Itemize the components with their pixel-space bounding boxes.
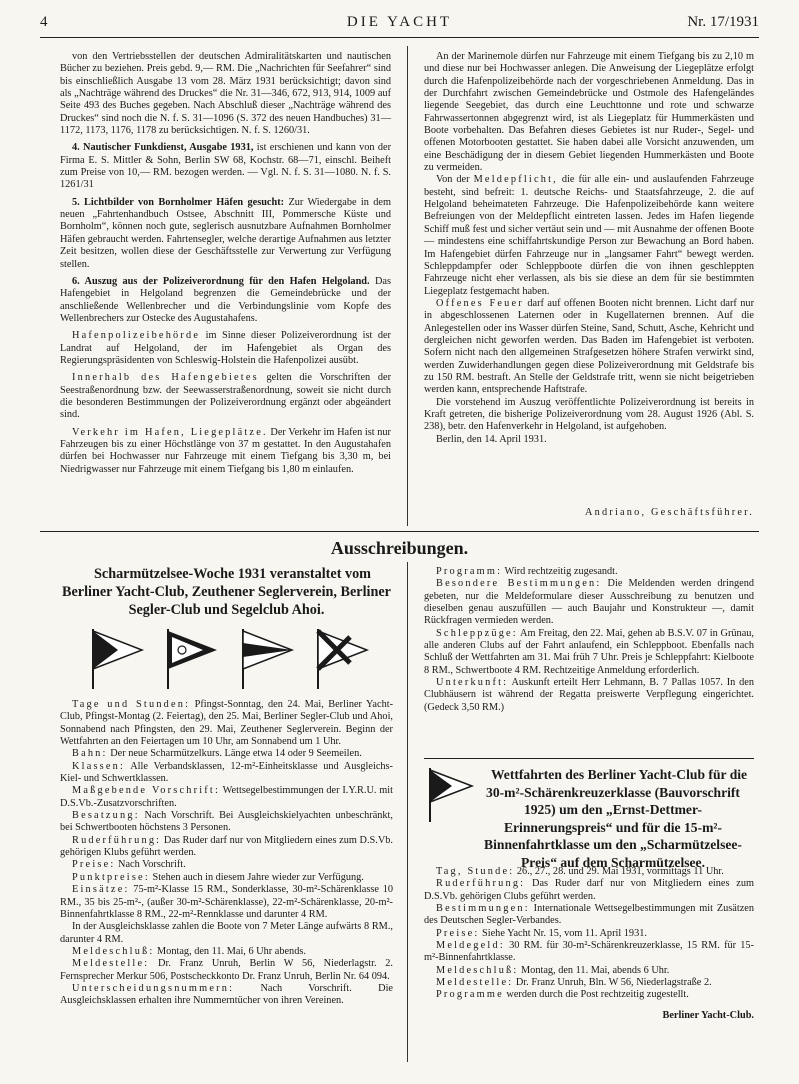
paragraph-heading: 6. Auszug aus der Polizeiverordnung für den Hafen Helgoland. <box>72 275 370 287</box>
signature-andriano: Andriano, Geschäftsführer. <box>585 507 754 518</box>
paragraph <box>424 298 754 397</box>
paragraph-keyword: Programm: <box>436 566 503 577</box>
paragraph-text: Wettsegelbestimmungen der I.Y.R.U. mit D.S.Vb.-Zusatzvorschriften. <box>60 785 393 809</box>
paragraph-text: Wird rechtzeitig zugesandt. <box>504 566 618 577</box>
paragraph <box>60 946 393 958</box>
paragraph-keyword: Einsätze: <box>72 884 130 896</box>
paragraph-keyword: Unterkunft: <box>436 677 509 689</box>
paragraph <box>60 835 393 860</box>
paragraph-text: Der Verkehr im Hafen ist nur Fahrzeugen bis zu einer Höchstlänge von 37 m gestattet. In den Augustahafen dürfen bei Hochwasser nur Fahrzeuge mit einem Tiefgang bis 3,30 m, bei Niedrigwasser nur Fahrzeuge mit einem Tiefgang bis 1,80 m einlaufen. <box>60 426 391 475</box>
paragraph-text: Nach Vorschrift. <box>118 859 186 871</box>
signature-byc: Berliner Yacht-Club. <box>662 1009 754 1021</box>
paragraph <box>424 965 754 977</box>
paragraph-keyword: Meldepflicht, <box>473 174 558 186</box>
paragraph-text: Dr. Franz Unruh, Bln. W 56, Niederlagstraße 2. <box>515 977 712 989</box>
paragraph <box>424 940 754 965</box>
paragraph <box>424 928 754 940</box>
paragraph-text: werden durch die Post rechtzeitig zugestellt. <box>506 989 689 1001</box>
paragraph <box>60 699 393 748</box>
paragraph-text: Die Meldenden werden dringend gebeten, nur die Meldeformulare dieser Ausschreibung zu benutzen und dieselben genau auszufüllen — auch Baujahr und Konstrukteur —, damit Rückfragen vermieden werden. <box>424 578 754 627</box>
paragraph-text: Pfingst-Sonntag, den 24. Mai, Berliner Yacht-Club, Pfingst-Montag (2. Feiertag), den 25. Mai, Berliner Segler-Club und Ahoi, Sonnabend nach Pfingsten, den 29. Mai, Zeuthener Seglerverein. Beginn der Wettfahrten an den Feiertagen um 10 Uhr, am Sonnabend um 1 Uhr. <box>60 699 394 748</box>
ad1-continuation <box>424 566 754 714</box>
paragraph-text: Siehe Yacht Nr. 15, vom 11. April 1931. <box>482 927 647 939</box>
paragraph <box>60 372 391 421</box>
column-divider-top <box>407 46 408 526</box>
paragraph-keyword: Punktpreise: <box>72 871 150 883</box>
paragraph-text: Montag, den 11. Mai, 6 Uhr abends. <box>157 945 306 957</box>
header-rule <box>40 37 759 38</box>
paragraph-text: Auskunft erteilt Herr Lehmann, B. 7 Pallas 1057. In den Clubhäusern ist während der Regatta preiswerte Verpflegung eingerichtet. (Gedeck 3,50 RM.) <box>424 677 754 713</box>
magazine-title: DIE YACHT <box>346 14 453 30</box>
paragraph <box>424 977 754 989</box>
paragraph <box>60 983 393 1008</box>
club-flags-graphic <box>60 625 393 691</box>
paragraph <box>60 197 391 271</box>
paragraph-text: Am Freitag, den 22. Mai, gehen ab B.S.V. 07 in Grünau, alle anderen Clubs auf der Fahrt anlaufend, ein Schleppboot. Ebenfalls nach Schluß der Wettfahrten am 31. Mai früh 7 Uhr. Preis je Schleppfahrt: Kielboote 8 RM., Schwertboote 4 RM. Rechtzeitige Anmeldung erforderlich. <box>424 627 754 676</box>
top-signature-block <box>424 507 754 519</box>
paragraph <box>424 677 754 714</box>
ad2-column <box>424 766 754 1022</box>
paragraph <box>60 427 391 476</box>
paragraph <box>424 903 754 928</box>
paragraph <box>424 434 754 446</box>
paragraph <box>60 810 393 835</box>
paragraph-text: Nach Vorschrift. Die Ausgleichsklassen erhalten ihre Nummerntücher von ihren Vereinen. <box>60 982 393 1007</box>
paragraph-text: Zur Wiedergabe in dem neuen „Fahrtenhandbuch Ostsee, Abschnitt III, Pommersche Küste und Bornholm“, können noch gute, seglerisch ausnutzbare Aufnahmen Bornholmer Häfen gebraucht werden. Fahrtensegler, welche derartige Aufnahmen aus letzter Zeit besitzen, wollen diese der Geschäftsstelle zur Verwertung zur Verfügung stellen. <box>60 196 392 270</box>
paragraph-text: Stehen auch in diesem Jahre wieder zur Verfügung. <box>152 871 364 883</box>
paragraph-keyword: Meldestelle: <box>436 977 514 989</box>
paragraph <box>60 785 393 810</box>
page-header <box>40 14 759 36</box>
paragraph <box>60 884 393 921</box>
section-title: Ausschreibungen. <box>330 538 469 558</box>
paragraph-keyword: Innerhalb des Hafengebietes <box>72 372 259 384</box>
paragraph-text: Die vorstehend im Auszug veröffentlichte Polizeiverordnung ist bereits in Kraft getreten, die bisherige Polizeiverordnung vom 28. August 1926 (Abl. S. 238), betr. den Hafenverkehr in Helgoland, ist aufgehoben. <box>424 396 754 433</box>
paragraph <box>60 142 391 191</box>
flag-berliner-segler-club <box>243 629 292 689</box>
paragraph-keyword: Tage und Stunden: <box>72 699 191 710</box>
section-rule <box>40 531 759 532</box>
paragraph-keyword: Preise: <box>436 927 480 939</box>
paragraph <box>424 628 754 677</box>
paragraph <box>60 921 393 946</box>
paragraph-keyword: Besondere Bestimmungen: <box>436 578 602 590</box>
top-right-column <box>424 51 754 446</box>
paragraph <box>424 174 754 297</box>
page-number: 4 <box>40 14 48 30</box>
column-divider-bottom <box>407 562 408 1062</box>
paragraph-text: gelten die Vorschriften der Seestraßenordnung bzw. der Seewasserstraßenordnung, soweit sie nicht durch die besonderen Bestimmungen der Polizeiverordnung ergänzt oder abgeändert sind. <box>60 372 391 421</box>
paragraph-text: Das Ruder darf nur von Mitgliedern eines zum D.S.Vb. gehörigen Clubs geführt werden. <box>424 878 754 902</box>
top-left-column <box>60 51 391 476</box>
paragraph <box>424 989 754 1001</box>
paragraph-keyword: Klassen: <box>72 760 126 772</box>
paragraph-keyword: Ruderführung: <box>436 878 526 890</box>
paragraph <box>60 872 393 884</box>
paragraph-keyword: Bestimmungen: <box>436 903 530 915</box>
paragraph <box>60 748 393 760</box>
issue-number: Nr. 17/1931 <box>687 14 759 30</box>
paragraph-text: 75-m²-Klasse 15 RM., Sonderklasse, 30-m²-Schärenklasse 10 RM., 35 bis 25-m²-, (außer 30-m²-Schärenklasse), 22-m²-Schärenklasse, 20-m²-Binnenfahrtklasse 8 RM., 22-m²-Rennklasse und darunter 4 RM. <box>60 884 393 920</box>
paragraph-text: Internationale Wettsegelbestimmungen mit Zusätzen des Deutschen Segler-Verbandes. <box>424 903 754 927</box>
flag-berliner-yacht-club-small <box>424 766 476 822</box>
paragraph-text: Das Ruder darf nur von Mitgliedern eines zum D.S.Vb. gehörigen Klubs geführt werden. <box>60 834 393 859</box>
paragraph-text: Nach Vorschrift. Bei Ausgleichskielyachten unbeschränkt, bei Schwertbooten höchstens 3 Personen. <box>60 810 393 834</box>
paragraph-heading: 5. Lichtbilder von Bornholmer Häfen gesucht: <box>72 196 285 208</box>
paragraph-keyword: Unterscheidungsnummern: <box>72 982 235 994</box>
paragraph-keyword: Preise: <box>72 859 116 871</box>
flag-segelclub-ahoi <box>318 629 367 689</box>
paragraph-keyword: Tag, Stunde: <box>436 866 515 877</box>
flag-berliner-yacht-club <box>93 629 142 689</box>
paragraph-text: im Sinne dieser Polizeiverordnung ist der Landrat auf Helgoland, der im Hafengebiet als Organ des Regierungspräsidenten von Schleswig-Holstein die Hafenpolizei ausübt. <box>60 330 391 366</box>
paragraph <box>60 276 391 325</box>
paragraph <box>424 397 754 434</box>
paragraph-keyword: Bahn: <box>72 748 108 760</box>
paragraph-keyword: Meldeschluß: <box>436 964 519 976</box>
paragraph-keyword: Besatzung: <box>72 810 140 822</box>
paragraph <box>424 578 754 627</box>
paragraph-keyword: Programme <box>436 989 504 1001</box>
paragraph-text: Montag, den 11. Mai, abends 6 Uhr. <box>521 964 670 976</box>
paragraph-text: Alle Verbandsklassen, 12-m²-Einheitsklasse und Ausgleichs- Kiel- und Schwertklassen. <box>60 760 393 785</box>
paragraph-text: An der Marinemole dürfen nur Fahrzeuge mit einem Tiefgang bis zu 2,10 m und diese nur bei Hochwasser anlegen. Die Anweisung der Liegeplätze erfolgt durch die Hafenpolizeibehörde nach der vorgeschriebenen Anmeldung. Das in der Durchfahrt zwischen Gemeindebrücke und Ostmole des Hafengeländes liegende Seegebiet, das durch eine Leuchttonne und rote und schwarze Fahrwassertonnen abgegrenzt wird, ist als Liegeplatz für Hummerkästen und Boote vorbehalten. Das Befahren dieses Gebietes ist nur Ruder-, Segel- und offenen Motorbooten gestattet. Sie haben dabei alle Vorsicht anzuwenden, um eine Beschädigung der in diesem Gebiet liegenden Hummerkästen und Boote zu vermeiden. <box>424 51 754 174</box>
paragraph-keyword: Maßgebende Vorschrift: <box>72 785 221 797</box>
paragraph-text: die für alle ein- und auslaufenden Fahrzeuge besteht, sind befreit: 1. deutsche Reichs- und Staatsfahrzeuge, 2. die auf Helgoland beheimateten Fahrzeuge. Die Hafenpolizeibehörde kann weitere Befreiungen von der Meldepflicht eintreten lassen. Jedes im Hafen liegende Schiff muß fest und sicher vertäut sein und — mit Ausnahme der offenen Boote — mindestens eine schiffahrtskundige Person zur Bewachung an Bord haben. Im Hafengebiet dürfen Fahrzeuge nur in „langsamer Fahrt“ bewegt werden. Schleppdampfer oder Schleppboote dürfen die von ihnen geschleppten Fahrzeuge nicht eher verlassen, als bis sie diese an dem für sie bestimmten Liegeplatz festgemacht haben. <box>424 174 754 297</box>
paragraph-keyword: Verkehr im Hafen, Liegeplätze. <box>72 426 268 438</box>
paragraph-keyword: Hafenpolizeibehörde <box>72 330 201 342</box>
paragraph-text: Das Hafengebiet in Helgoland begrenzen die Gemeindebrücke und der anschließende Wellenbrecher und die Verbindungslinie vom Kopfe des Wellenbrechers zur Ostecke des Augustahafens. <box>60 275 392 324</box>
ad2-header <box>424 766 754 870</box>
ad2-body <box>424 866 754 1002</box>
paragraph <box>60 51 391 137</box>
paragraph <box>424 51 754 174</box>
paragraph-lead: Von der <box>436 174 470 186</box>
paragraph-text: Der neue Scharmützelkurs. Länge etwa 14 oder 9 Seemeilen. <box>110 748 362 760</box>
paragraph-text: Dr. Franz Unruh, Berlin W 56, Niederlagstr. 2. Fernsprecher Merkur 506, Postscheckkonto Dr. Franz Unruh, Berlin Nr. 64 094. <box>60 958 394 982</box>
paragraph-heading: 4. Nautischer Funkdienst, Ausgabe 1931, <box>72 142 254 154</box>
flag-zeuthener-seglerverein <box>168 629 217 689</box>
paragraph-text: 30 RM. für 30-m²-Schärenkreuzerklasse, 15 RM. für 15-m²-Binnenfahrtklasse. <box>424 940 754 964</box>
paragraph-keyword: Ruderführung: <box>72 834 162 846</box>
paragraph-keyword: Schleppzüge: <box>436 627 518 639</box>
paragraph-text: 26., 27., 28. und 29. Mai 1931, vormittags 11 Uhr. <box>516 866 724 877</box>
ad1-title: Scharmützelsee-Woche 1931 veranstaltet vom Berliner Yacht-Club, Zeuthener Seglerverein, Berliner Segler-Club und Segelclub Ahoi. <box>62 566 391 618</box>
paragraph <box>60 859 393 871</box>
paragraph-keyword: Meldegeld: <box>436 940 505 952</box>
paragraph-text: In der Ausgleichsklasse zahlen die Boote von 7 Meter Länge aufwärts 8 RM., darunter 4 RM. <box>60 921 393 945</box>
paragraph-keyword: Offenes Feuer <box>436 297 524 309</box>
paragraph-keyword: Meldeschluß: <box>72 945 155 957</box>
paragraph-keyword: Meldestelle: <box>72 958 150 970</box>
paragraph <box>424 566 754 578</box>
ad1-body <box>60 699 393 1008</box>
paragraph <box>60 761 393 786</box>
ad1-column <box>60 565 393 1008</box>
paragraph-text: darf auf offenen Booten nicht brennen. Licht darf nur in abgeschlossenen Laternen oder in Kugellaternen brennen. Auf die Anlegestellen oder ins Wasser dürfen Steine, Sand, Schutt, Asche, Kehricht und dergleichen nicht geworfen werden. Das Baden im Hafengebiet ist verboten. Sofern nicht nach den allgemeinen Strafgesetzen höhere Strafen verwirkt sind, werden Zuwiderhandlungen gegen diese Polizeiverordnung mit Geldstrafe bis zu 150 RM. bestraft. An Stelle der Geldstrafe tritt, wenn sie nicht beigetrieben werden kann, entsprechende Haftstrafe. <box>424 297 755 396</box>
paragraph-text: ist erschienen und kann von der Firma E. S. Mittler & Sohn, Berlin SW 68, Kochstr. 68—71, einschl. Beiheft zum Preise von 10,— RM. bezogen werden. — Vgl. N. f. S. 31—1080. N. f. S. 1261/31 <box>60 142 392 191</box>
paragraph-text: von den Vertriebsstellen der deutschen Admiralitätskarten und nautischen Bücher zu beziehen. Preis gebd. 9,— RM. Die „Nachrichten für Seefahrer“ sind bis einschließlich Ausgabe 13 vom 28. März 1931 berücksichtigt; davon sind als „Nachträge während des Druckes“ die Nr. 31—346, 672, 913, 914, 1009 auf Seite 493 des Buches gegeben. Nach Abschluß dieser „Nachträge während des Druckes“ sind noch die N. f. S. 31—1096 (S. 372 des neuen Handbuches) 31—1172, 1173, 1176, 1178 zu berücksichtigen. N. f. S. 1260/31. <box>60 51 391 137</box>
club-flags <box>60 625 393 691</box>
paragraph <box>60 330 391 367</box>
ad2-title: Wettfahrten des Berliner Yacht-Club für die 30-m²-Schärenkreuzerklasse (Bauvorschrift 1925) um den „Ernst-Dettmer-Erinnerungspreis“ und für die 15-m²-Binnenfahrtklasse um den „Scharmützelsee-Preis“ auf dem Scharmützelsee. <box>484 767 748 870</box>
ad-separator-rule <box>424 758 754 759</box>
paragraph <box>424 878 754 903</box>
paragraph <box>60 958 393 983</box>
paragraph-text: Berlin, den 14. April 1931. <box>436 433 547 445</box>
